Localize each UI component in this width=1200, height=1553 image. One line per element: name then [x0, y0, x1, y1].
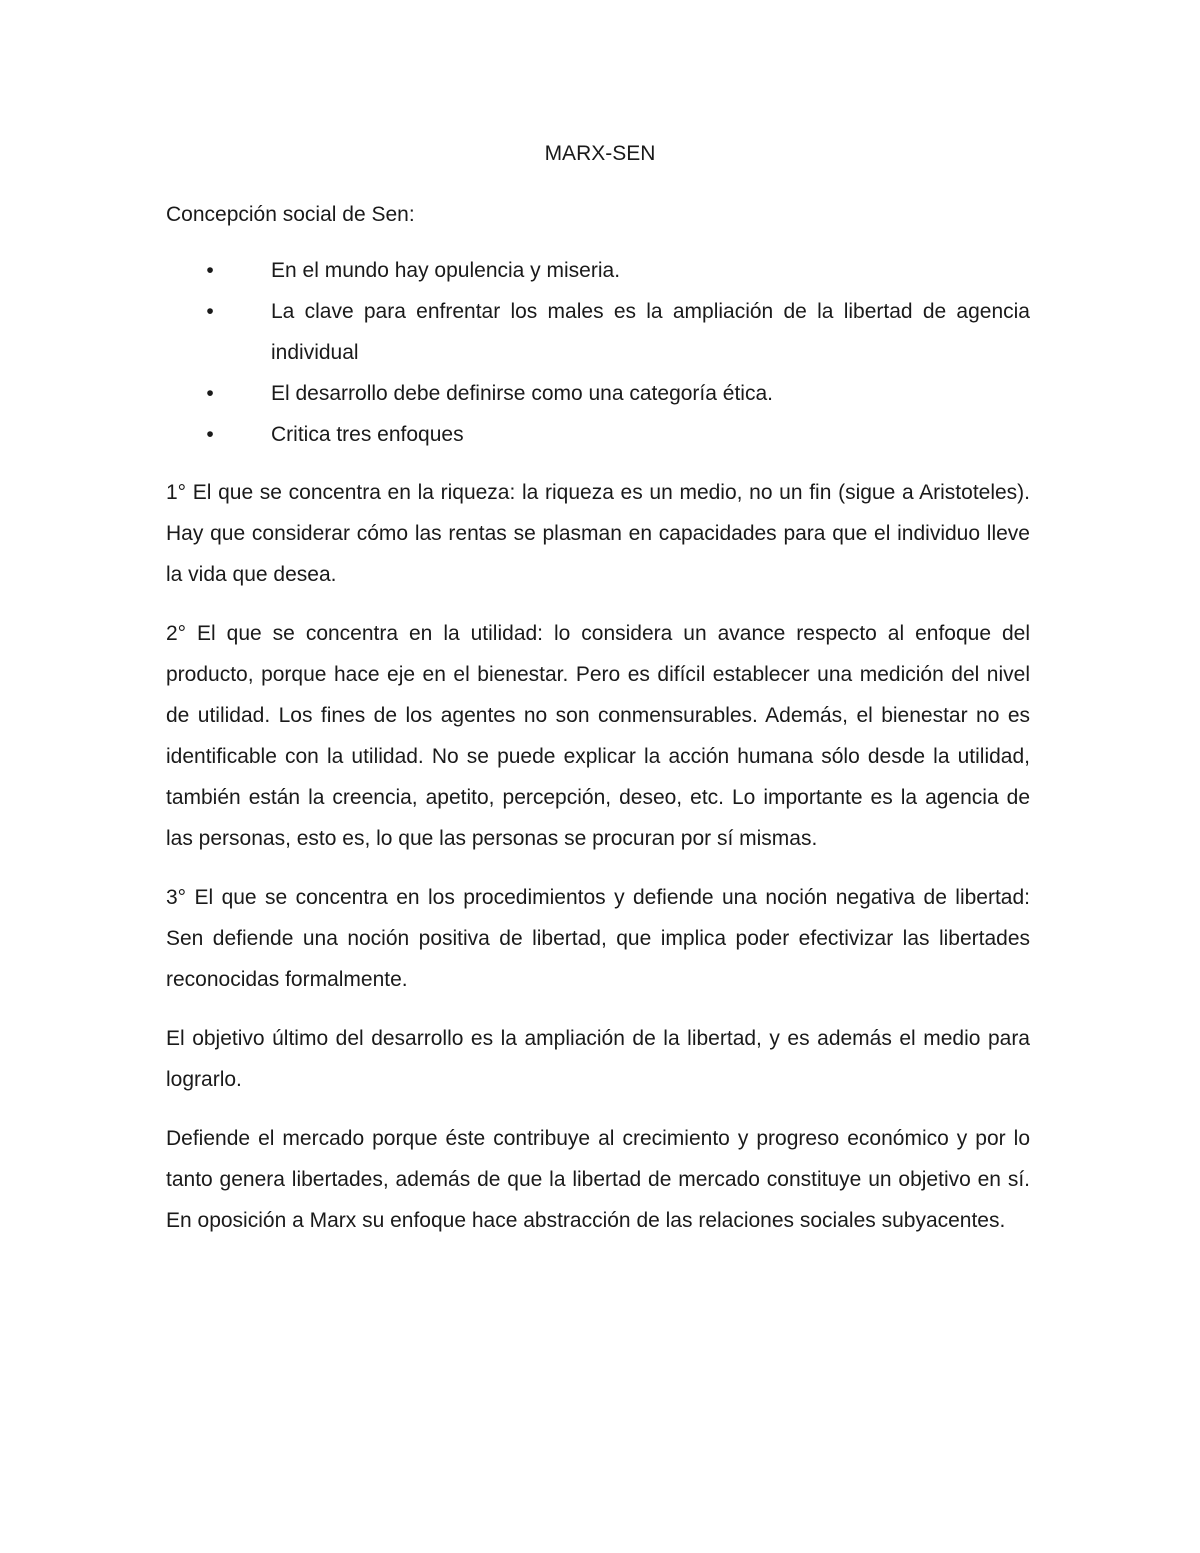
bullet-item	[166, 414, 1030, 455]
bullet-icon: •	[206, 259, 214, 282]
bullet-list	[166, 250, 1030, 455]
paragraph-wealth-approach: 1° El que se concentra en la riqueza: la riqueza es un medio, no un fin (sigue a Aristoteles). Hay que considerar cómo las rentas se plasman en capacidades para que el individuo lleve la vida que desea.	[166, 481, 1030, 586]
bullet-item	[166, 291, 1030, 373]
paragraph-utility-approach: 2° El que se concentra en la utilidad: lo considera un avance respecto al enfoque del producto, porque hace eje en el bienestar. Pero es difícil establecer una medición del nivel de utilidad. Los fines de los agentes no son conmensurables. Además, el bienestar no es identificable con la utilidad. No se puede explicar la acción humana sólo desde la utilidad, también están la creencia, apetito, percepción, deseo, etc. Lo importante es la agencia de las personas, esto es, lo que las personas se procuran por sí mismas.	[166, 622, 1030, 850]
bullet-item	[166, 373, 1030, 414]
bullet-text: El desarrollo debe definirse como una categoría ética.	[271, 382, 773, 405]
document-title: MARX-SEN	[544, 142, 656, 165]
section-heading: Concepción social de Sen:	[166, 203, 415, 226]
bullet-icon: •	[206, 423, 214, 446]
paragraph-market-defense: Defiende el mercado porque éste contribuye al crecimiento y progreso económico y por lo tanto genera libertades, además de que la libertad de mercado constituye un objetivo en sí. En oposición a Marx su enfoque hace abstracción de las relaciones sociales subyacentes.	[166, 1127, 1030, 1232]
bullet-text: En el mundo hay opulencia y miseria.	[271, 259, 621, 282]
bullet-icon: •	[206, 300, 214, 323]
paragraph-development-objective: El objetivo último del desarrollo es la ampliación de la libertad, y es además el medio para lograrlo.	[166, 1027, 1030, 1091]
bullet-icon: •	[206, 382, 214, 405]
bullet-text: Critica tres enfoques	[271, 423, 464, 446]
bullet-text: La clave para enfrentar los males es la ampliación de la libertad de agencia individual	[271, 300, 1030, 364]
paragraph-procedures-approach: 3° El que se concentra en los procedimientos y defiende una noción negativa de libertad: Sen defiende una noción positiva de libertad, que implica poder efectivizar las libertades reconocidas formalmente.	[166, 886, 1030, 991]
bullet-item	[166, 250, 1030, 291]
document-body	[166, 198, 1030, 1259]
